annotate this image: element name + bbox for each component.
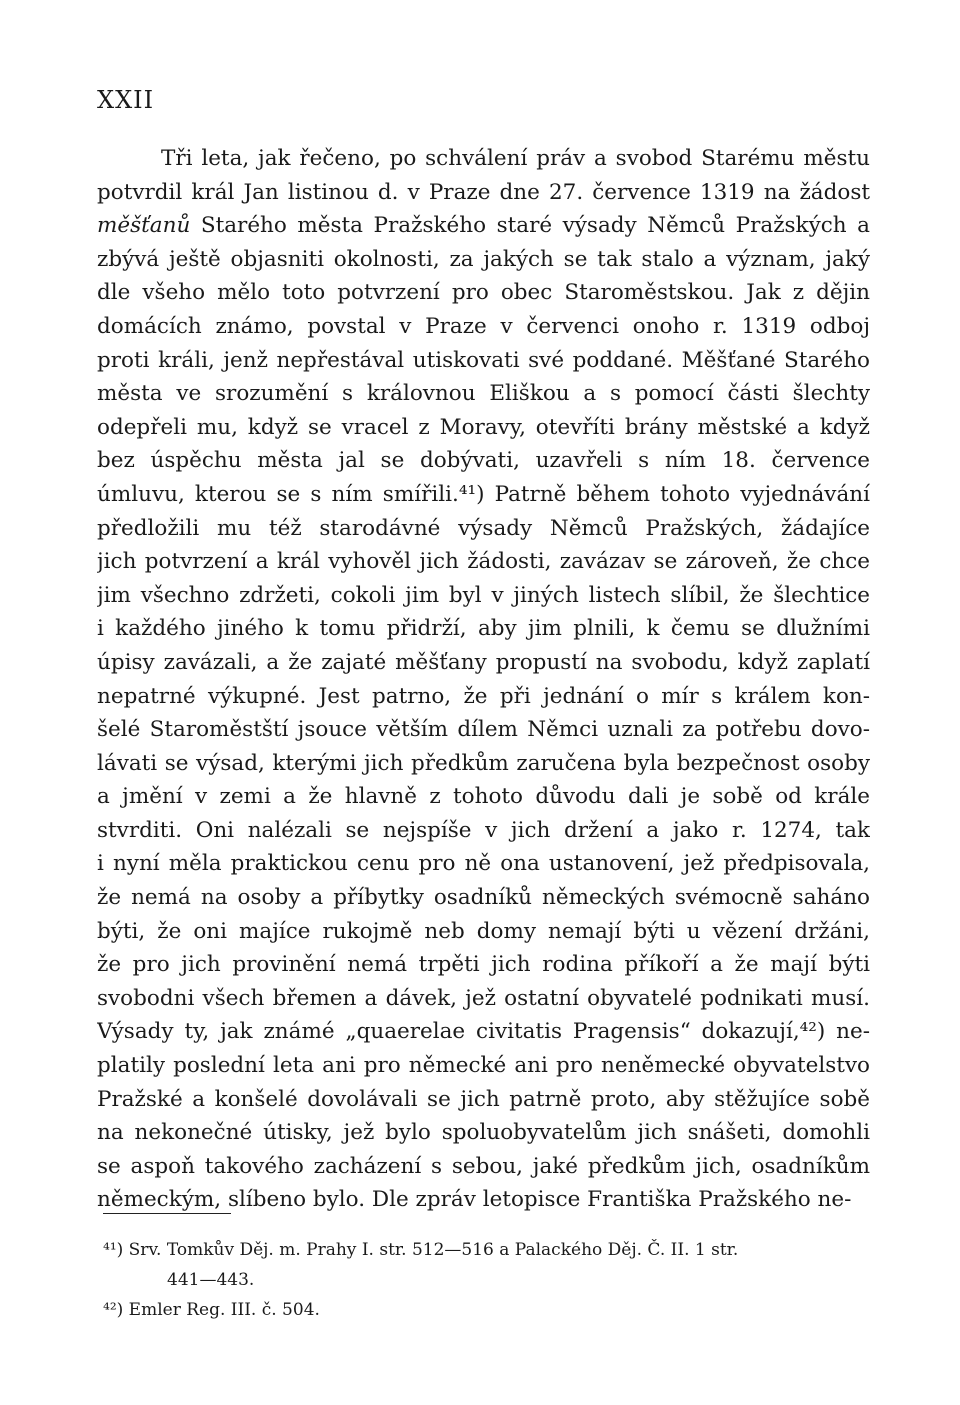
text-line: šelé Staroměstští jsouce větším dílem Němci uznali za potřebu dovo- [97,717,870,743]
text-line: jich potvrzení a král vyhověl jich žádosti, zavázav se zároveň, že chce [97,549,870,575]
text-line: úmluvu, kterou se s ním smířili.⁴¹) Patrně během tohoto vyjednávání [97,481,870,507]
emphasized-word: měšťanů [97,213,191,239]
text-line: nepatrné výkupné. Jest patrno, že při jednání o mír s králem kon- [97,683,870,709]
text-line: města ve srozumění s královnou Eliškou a s pomocí části šlechty [97,381,870,407]
footnotes [103,1235,870,1325]
footnote-41-continuation: 441—443. [167,1270,255,1290]
text-line: měšťanů Starého města Pražského staré výsady Němců Pražských a [97,213,870,239]
text-line: Výsady ty, jak známé „quaerelae civitatis Pragensis“ dokazují,⁴²) ne- [97,1019,870,1045]
text-line: předložili mu též starodávné výsady Němců Pražských, žádajíce [97,515,870,541]
text-line: platily poslední leta ani pro německé ani pro neněmecké obyvatelstvo [97,1053,870,1079]
footnote-divider [103,1213,231,1214]
text-line: že pro jich provinění nemá trpěti jich rodina příkoří a že mají býti [97,952,870,978]
text-line: že nemá na osoby a příbytky osadníků německých svémocně saháno [97,885,870,911]
text-line: a jmění v zemi a že hlavně z tohoto důvodu dali je sobě od krále [97,784,870,810]
text-line: odepřeli mu, když se vracel z Moravy, otevříti brány městské a když [97,414,870,440]
text-line: lávati se výsad, kterými jich předkům zaručena byla bezpečnost osoby [97,750,870,776]
page-number: XXII [97,86,155,114]
text-line: úpisy zavázali, a že zajaté měšťany propustí na svobodu, když zaplatí [97,649,870,675]
text-line: Tři leta, jak řečeno, po schválení práv a svobod Starému městu [161,146,870,171]
text-line: se aspoň takového zacházení s sebou, jaké předkům jich, osadníkům [97,1153,870,1179]
text-line: svobodni všech břemen a dávek, jež ostatní obyvatelé podnikati musí. [97,985,870,1011]
text-line: proti králi, jenž nepřestával utiskovati své poddané. Měšťané Starého [97,347,870,373]
footnote-41: ⁴¹) Srv. Tomkův Děj. m. Prahy I. str. 512—516 a Palackého Děj. Č. II. 1 str. [103,1240,739,1260]
text-line: stvrditi. Oni nalézali se nejspíše v jich držení a jako r. 1274, tak [97,817,870,843]
text-line: bez úspěchu města jal se dobývati, uzavřeli s ním 18. července [97,448,870,474]
text-line: domácích známo, povstal v Praze v červenci onoho r. 1319 odboj [97,313,870,339]
text-line: německým, slíbeno bylo. Dle zpráv letopisce Františka Pražského ne- [97,1187,852,1213]
text-line: dle všeho mělo toto potvrzení pro obec Staroměstskou. Jak z dějin [97,280,870,306]
text-line: Pražské a konšelé dovolávali se jich patrně proto, aby stěžujíce sobě [97,1086,870,1112]
body-text [97,142,870,1217]
text-line: býti, že oni majíce rukojmě neb domy nemají býti u vězení držáni, [97,918,870,944]
text-line: i každého jiného k tomu přidrží, aby jim plnili, k čemu se dlužními [97,616,870,642]
text-line: i nyní měla praktickou cenu pro ně ona ustanovení, jež předpisovala, [97,851,870,877]
text-line: jim všechno zdržeti, cokoli jim byl v jiných listech slíbil, že šlechtice [97,582,870,608]
text-line: potvrdil král Jan listinou d. v Praze dne 27. července 1319 na žádost [97,179,870,205]
text-line: na nekonečné útisky, jež bylo spoluobyvatelům jich snášeti, domohli [97,1120,870,1146]
text-line: zbývá ještě objasniti okolnosti, za jakých se tak stalo a význam, jaký [97,246,870,272]
footnote-42: ⁴²) Emler Reg. III. č. 504. [103,1300,320,1320]
